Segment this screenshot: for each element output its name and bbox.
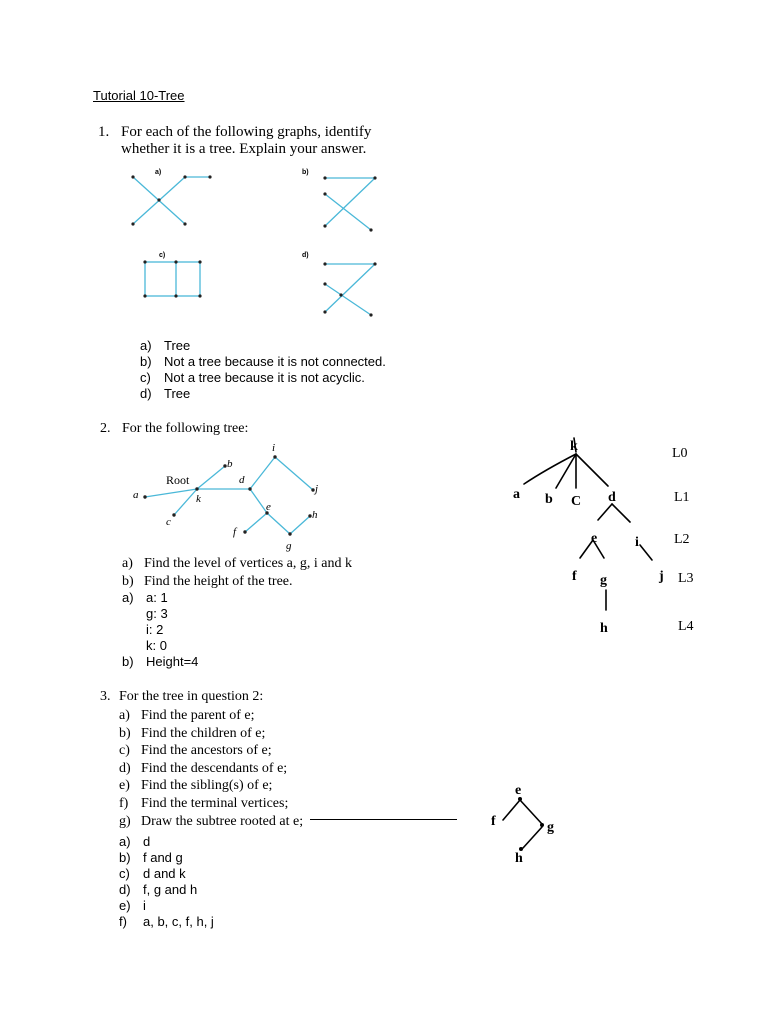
graph-a-edges <box>133 177 210 224</box>
q3-subquestion-b: b) Find the children of e; <box>119 725 266 741</box>
q3-text: For the tree in question 2: <box>119 689 264 704</box>
q2-tree-figure <box>125 440 335 555</box>
hw-level-4: L4 <box>678 619 694 634</box>
handwritten-tree <box>500 430 730 640</box>
q3-subquestions <box>119 707 303 830</box>
q3-subquestion-d: d) Find the descendants of e; <box>119 760 288 776</box>
vertex-d-label: d <box>239 474 245 486</box>
q2-answer-b: b) Height=4 <box>122 654 199 669</box>
subtree-node-h: h <box>515 851 523 866</box>
hw-node-d: d <box>608 490 616 505</box>
graph-c-label: c) <box>159 252 166 259</box>
q1-text-line2: whether it is a tree. Explain your answer. <box>121 141 367 157</box>
graph-b-label: b) <box>302 169 309 176</box>
hw-node-c: C <box>571 494 582 509</box>
vertex-b-label: b <box>227 458 233 470</box>
graph-a-label: a) <box>155 169 162 176</box>
q3-answer-a: a) d <box>119 834 151 849</box>
hw-node-j: j <box>659 569 664 584</box>
vertex-a-label: a <box>133 489 139 501</box>
hw-level-1: L1 <box>674 490 690 505</box>
q1-answer-d: d) Tree <box>140 386 191 401</box>
hw-node-e: e <box>591 531 598 546</box>
q3-subquestion-g: g) Draw the subtree rooted at e; <box>119 813 304 829</box>
q1-answer-c: c) Not a tree because it is not acyclic. <box>140 370 365 385</box>
subtree-labels <box>491 783 554 866</box>
handwritten-tree-nodes <box>513 439 664 636</box>
subtree-node-g: g <box>547 820 554 835</box>
graph-b-edges <box>325 178 375 230</box>
subtree-node-e: e <box>515 783 522 798</box>
q2-text: For the following tree: <box>122 421 249 436</box>
graph-d-label: d) <box>302 252 309 259</box>
q1-answer-a: a) Tree <box>140 338 191 353</box>
hw-level-0: L0 <box>672 446 688 461</box>
q3-answer-d: d) f, g and h <box>119 882 198 897</box>
q1-answers <box>140 338 386 402</box>
q2-subquestion-b: b) Find the height of the tree. <box>122 574 293 589</box>
hw-node-i: i <box>635 535 639 550</box>
q2-subquestion-a: a) Find the level of vertices a, g, i and k <box>122 556 352 571</box>
vertex-j-label: j <box>315 483 319 495</box>
hw-node-k: k <box>570 439 578 454</box>
hw-node-b: b <box>545 492 553 507</box>
answer-connector-line <box>310 819 457 820</box>
q1-number: 1. <box>98 124 110 140</box>
q1-text-line1: For each of the following graphs, identify <box>121 124 372 140</box>
vertex-e-label: e <box>266 501 271 513</box>
vertex-g-label: g <box>286 540 292 552</box>
q1-answer-b: b) Not a tree because it is not connected. <box>140 354 386 369</box>
vertex-k-label: k <box>196 493 201 505</box>
hw-level-3: L3 <box>678 571 694 586</box>
root-label: Root <box>166 473 190 487</box>
vertex-h-label: h <box>312 509 318 521</box>
q1-graphs-figure <box>100 160 400 330</box>
q3-subquestion-a: a) Find the parent of e; <box>119 708 255 723</box>
q2-subquestions <box>122 555 352 591</box>
graph-a-vertices <box>131 175 211 225</box>
q3-answer-f: f) a, b, c, f, h, j <box>119 914 214 929</box>
hw-node-h: h <box>600 621 608 636</box>
q3-subquestion-f: f) Find the terminal vertices; <box>119 795 289 811</box>
q3-number: 3. <box>100 689 111 704</box>
q3-subquestion-e: e) Find the sibling(s) of e; <box>119 778 273 794</box>
subtree-node-f: f <box>491 814 496 829</box>
q2-number: 2. <box>100 421 111 436</box>
q2-answer-a: a) a: 1 g: 3 i: 2 k: 0 <box>122 590 168 653</box>
graph-c-edges <box>145 262 200 296</box>
q3-answers <box>119 834 214 930</box>
q3-answer-e: e) i <box>119 898 146 913</box>
vertex-i-label: i <box>272 442 276 454</box>
vertex-c-label: c <box>166 516 171 528</box>
handwritten-tree-edges <box>524 438 652 610</box>
hw-node-a: a <box>513 487 520 502</box>
hw-node-g: g <box>600 573 607 588</box>
q3-subquestion-c: c) Find the ancestors of e; <box>119 743 272 759</box>
subtree-vertices <box>518 797 544 851</box>
hw-node-f: f <box>572 569 577 584</box>
page-title: Tutorial 10-Tree <box>93 88 185 103</box>
graph-d-edges <box>325 264 375 315</box>
q1-text <box>121 124 371 158</box>
hw-level-2: L2 <box>674 532 690 547</box>
handwritten-level-labels <box>672 446 694 634</box>
handwritten-subtree <box>485 780 565 870</box>
q2-answers <box>122 590 198 670</box>
graph-c-vertices <box>143 260 201 297</box>
subtree-edges <box>503 800 542 848</box>
q3-answer-c: c) d and k <box>119 866 186 881</box>
vertex-f-label: f <box>233 526 237 538</box>
q3-answer-b: b) f and g <box>119 850 183 865</box>
